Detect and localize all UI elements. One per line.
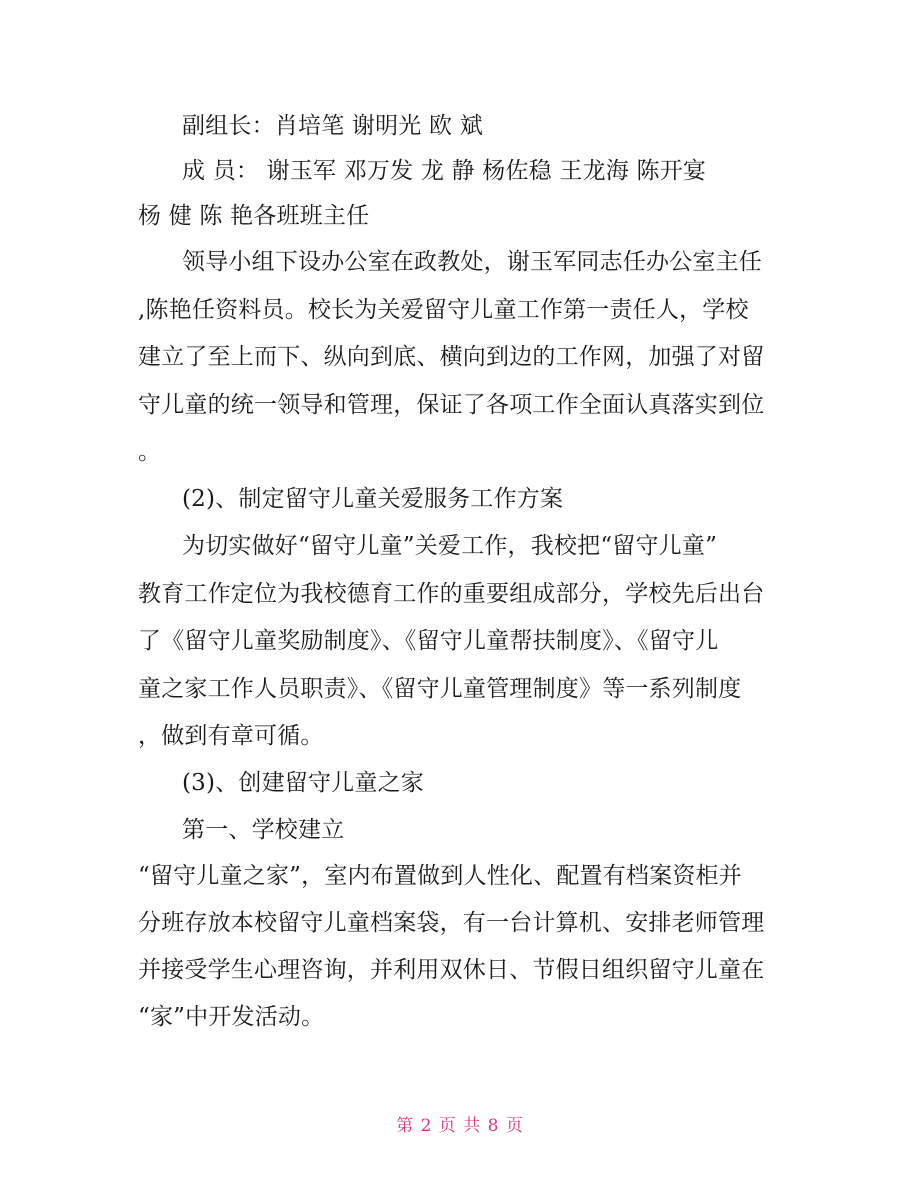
section-heading-3: (3)、创建留守儿童之家 <box>182 770 424 796</box>
text-line-home-cont-3: “家”中开发活动。 <box>138 1004 325 1030</box>
text-line-members-cont: 杨 健 陈 艳各班班主任 <box>138 203 370 229</box>
text-line-home: “留守儿童之家”，室内布置做到人性化、配置有档案资柜并 <box>138 863 742 889</box>
text-line-office-cont-2: 建立了至上而下、纵向到底、横向到边的工作网，加强了对留 <box>138 344 765 370</box>
text-line-office-cont-1: ,陈艳任资料员。校长为关爱留守儿童工作第一责任人，学校 <box>138 297 749 323</box>
text-line-plan-cont-3: 童之家工作人员职责》、《留守儿童管理制度》等一系列制度 <box>138 676 742 702</box>
text-line-home-cont-2: 并接受学生心理咨询，并利用双休日、节假日组织留守儿童在 <box>138 957 765 983</box>
text-line-plan-cont-2: 了《留守儿童奖励制度》、《留守儿童帮扶制度》、《留守儿 <box>138 628 719 654</box>
text-line-office-cont-3: 守儿童的统一领导和管理，保证了各项工作全面认真落实到位 <box>138 392 765 418</box>
page-number-footer: 第 2 页 共 8 页 <box>396 1116 524 1136</box>
text-line-office: 领导小组下设办公室在政教处，谢玉军同志任办公室主任 <box>182 249 762 275</box>
text-line-office-cont-4: 。 <box>138 439 162 465</box>
text-line-plan: 为切实做好“留守儿童”关爱工作，我校把“留守儿童” <box>182 533 718 559</box>
text-line-members: 成 员： 谢玉军 邓万发 龙 静 杨佐稳 王龙海 陈开宴 <box>182 158 707 184</box>
text-line-first: 第一、学校建立 <box>182 817 345 843</box>
text-line-plan-cont-4: ，做到有章可循。 <box>138 723 324 749</box>
text-line-home-cont-1: 分班存放本校留守儿童档案袋，有一台计算机、安排老师管理 <box>138 910 765 936</box>
text-line-deputy-leaders: 副组长：肖培笔 谢明光 欧 斌 <box>182 113 483 139</box>
section-heading-2: (2)、制定留守儿童关爱服务工作方案 <box>182 486 564 512</box>
text-line-plan-cont-1: 教育工作定位为我校德育工作的重要组成部分，学校先后出台 <box>138 581 765 607</box>
